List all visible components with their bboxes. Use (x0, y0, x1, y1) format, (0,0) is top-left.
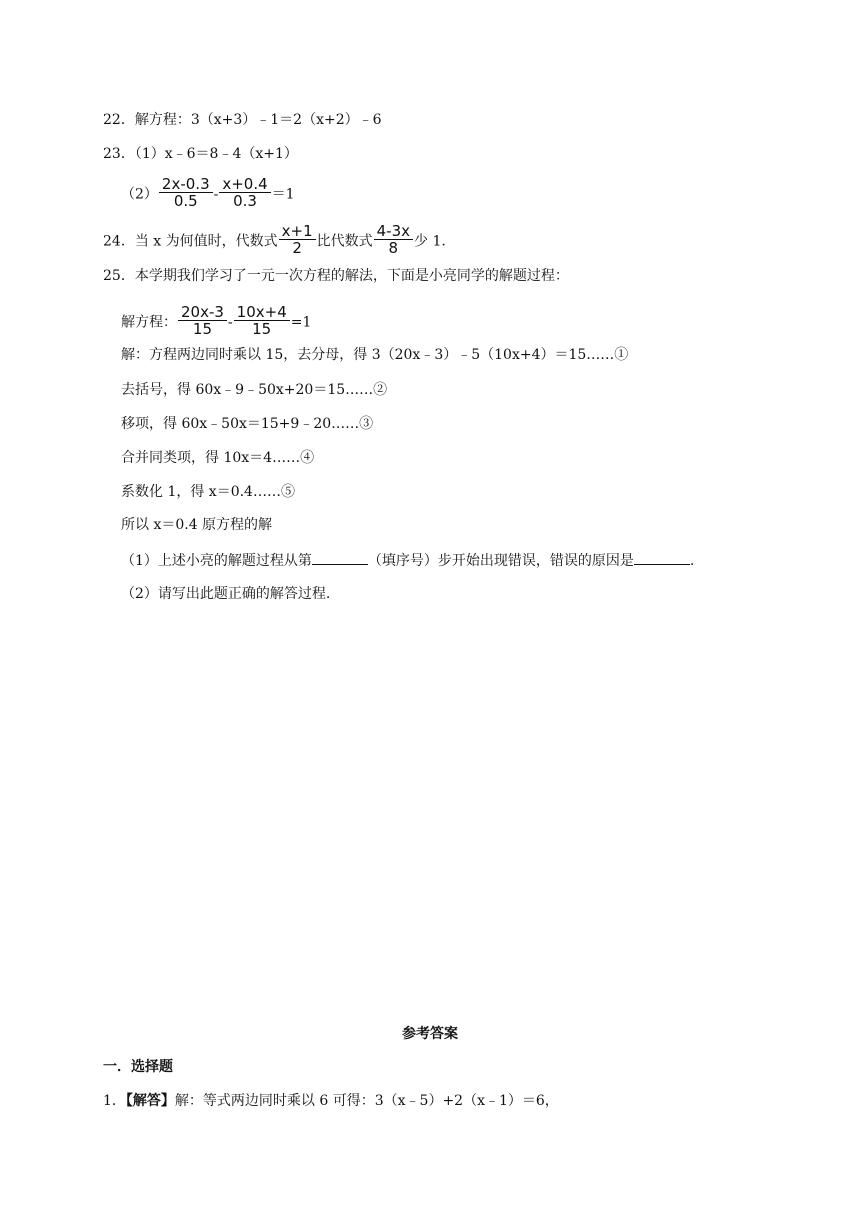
minus-sign: - (213, 186, 219, 203)
solution-step-1: 解：方程两边同时乘以 15，去分母，得 3（20x﹣3）﹣5（10x+4）＝15……① (121, 347, 629, 363)
question-number: 23． (103, 146, 135, 162)
sub-question-2: （2）请写出此题正确的解答过程. (121, 586, 331, 602)
sub-question-text: . (689, 553, 695, 569)
denominator: 15 (252, 320, 272, 338)
answer-blank[interactable] (312, 550, 368, 565)
numerator: 4-3x (374, 223, 413, 240)
equation-rhs: =1 (290, 314, 312, 331)
numerator: 20x-3 (178, 304, 227, 321)
fraction (234, 304, 290, 337)
answer-text: 解：等式两边同时乘以 6 可得：3（x﹣5）+2（x﹣1）＝6， (174, 1093, 559, 1109)
question-25-equation (121, 303, 312, 339)
numerator: x+1 (279, 223, 316, 240)
question-23-part-1 (103, 144, 298, 164)
fraction (219, 176, 270, 209)
fraction (178, 304, 227, 337)
minus-sign: - (227, 314, 233, 331)
question-22 (103, 110, 382, 130)
question-number: 22． (103, 112, 135, 128)
equation-rhs: ＝1 (271, 186, 295, 203)
fraction (279, 223, 316, 256)
solution-step-5: 系数化 1，得 x＝0.4……⑤ (121, 484, 295, 500)
solution-step-4: 合并同类项，得 10x＝4……④ (121, 450, 315, 466)
solution-step-2: 去括号，得 60x﹣9﹣50x+20＝15……② (121, 382, 388, 398)
question-text: 解方程：3（x+3）﹣1＝2（x+2）﹣6 (134, 112, 382, 128)
denominator: 15 (192, 320, 212, 338)
answer-number: 1． (103, 1093, 126, 1109)
question-number: 24． (103, 233, 135, 250)
solution-step-3: 移项，得 60x﹣50x＝15+9﹣20……③ (121, 416, 374, 432)
part-label: （2） (121, 186, 158, 203)
denominator: 0.3 (233, 192, 257, 210)
answers-title: 参考答案 (402, 1026, 458, 1042)
question-23-part-2 (121, 175, 295, 211)
equation-label: 解方程： (121, 314, 177, 331)
question-24 (103, 222, 446, 258)
sub-question-text: （1）上述小亮的解题过程从第 (121, 553, 312, 569)
numerator: x+0.4 (219, 176, 270, 193)
denominator: 8 (388, 239, 399, 257)
question-text: 少 1. (414, 233, 446, 250)
answer-1 (103, 1091, 559, 1111)
denominator: 2 (292, 239, 302, 257)
numerator: 2x-0.3 (159, 176, 213, 193)
sub-question-text: （填序号）步开始出现错误，错误的原因是 (367, 553, 634, 569)
sub-question-1 (121, 550, 694, 571)
fraction (159, 176, 213, 209)
fraction (374, 223, 413, 256)
denominator: 0.5 (173, 192, 198, 210)
question-25 (103, 266, 569, 286)
question-number: 25． (103, 268, 135, 284)
section-heading: 一．选择题 (103, 1059, 173, 1075)
answer-tag: 【解答】 (125, 1093, 175, 1109)
solution-conclusion: 所以 x＝0.4 原方程的解 (121, 517, 273, 533)
numerator: 10x+4 (234, 304, 290, 321)
question-text: （1）x﹣6＝8﹣4（x+1） (134, 146, 298, 162)
question-text: 比代数式 (316, 233, 373, 250)
answer-blank[interactable] (634, 550, 690, 565)
question-text: 当 x 为何值时，代数式 (134, 233, 278, 250)
question-text: 本学期我们学习了一元一次方程的解法，下面是小亮同学的解题过程： (134, 268, 569, 284)
